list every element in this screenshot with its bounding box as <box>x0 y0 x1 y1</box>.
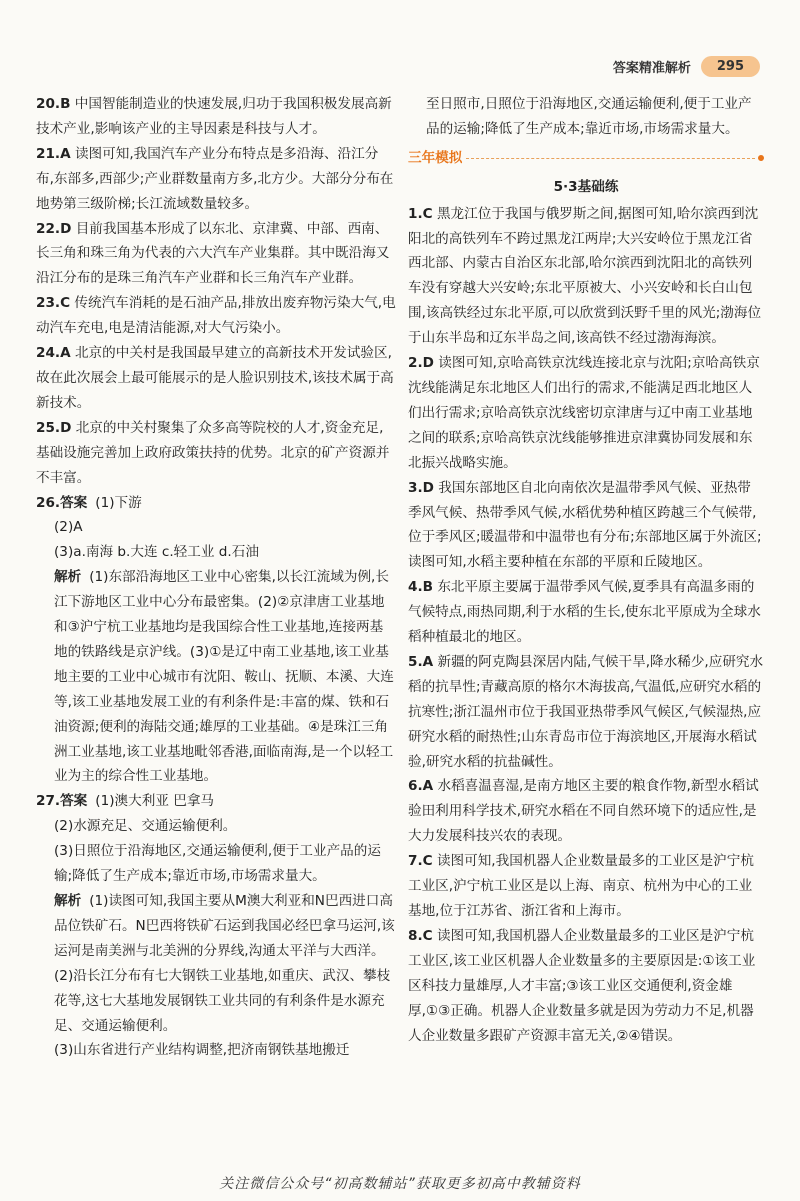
question-26-answer: 26.答案 (1)下游 <box>36 494 142 511</box>
answer-item: 20.B 中国智能制造业的快速发展,归功于我国积极发展高新技术产业,影响该产业的主导因素是科技与人才。 <box>36 96 392 137</box>
left-column <box>36 92 396 1063</box>
header-title: 答案精准解析 <box>612 60 691 76</box>
question-27-explanation-line: (3)山东省进行产业结构调整,把济南钢铁基地搬迁 <box>54 1042 350 1059</box>
answer-item: 4.B 东北平原主要属于温带季风气候,夏季具有高温多雨的气候特点,雨热同期,利于水稻的生长,使东北平原成为全球水稻种植最北的地区。 <box>408 579 761 646</box>
answer-item: 21.A 读图可知,我国汽车产业分布特点是多沿海、沿江分布,东部多,西部少;产业群数量南方多,北方少。大部分分布在地势第三级阶梯;长江流域数量较多。 <box>36 145 394 212</box>
question-27-continuation: 至日照市,日照位于沿海地区,交通运输便利,便于工业产品的运输;降低了生产成本;靠近市场,市场需求量大。 <box>426 96 752 137</box>
answer-item: 5.A 新疆的阿克陶县深居内陆,气候干旱,降水稀少,应研究水稻的抗旱性;青藏高原的格尔木海拔高,气温低,应研究水稻的抗寒性;浙江温州市位于我国亚热带季风气候区,气候湿热,应研究水稻的耐热性;山东青岛市位于海滨地区,开展海水稻试验,研究水稻的抗盐碱性。 <box>408 653 764 770</box>
question-26-line: (2)A <box>54 519 83 536</box>
answer-item: 1.C 黑龙江位于我国与俄罗斯之间,据图可知,哈尔滨西到沈阳北的高铁列车不跨过黑龙江两岸;大兴安岭位于黑龙江省西北部、内蒙古自治区东北部,哈尔滨西到沈阳北的高铁列车没有穿越大兴安岭;东北平原被大、小兴安岭和长白山包围,该高铁经过东北平原,可以欣赏到沃野千里的风光;渤海位于山东半岛和辽东半岛之间,该高铁不经过渤海海滨。 <box>408 205 762 347</box>
answer-item: 24.A 北京的中关村是我国最早建立的高新技术开发试验区,故在此次展会上最可能展示的是人脸识别技术,该技术属于高新技术。 <box>36 345 394 411</box>
page-header <box>613 52 760 80</box>
question-27-explanation: 解析 (1)读图可知,我国主要从M澳大利亚和N巴西进口高品位铁矿石。N巴西将铁矿石运到我国必经巴拿马运河,该运河是南美洲与北美洲的分界线,沟通太平洋与大西洋。 <box>54 893 395 959</box>
section-header <box>408 146 764 171</box>
answer-item: 2.D 读图可知,京哈高铁京沈线连接北京与沈阳;京哈高铁京沈线能满足东北地区人们出行的需求,不能满足西北地区人们出行需求;京哈高铁京沈线密切京津唐与辽中南工业基地之间的联系;京哈高铁京沈线能够推进京津冀协同发展和东北振兴战略实施。 <box>408 355 760 471</box>
section-dot-icon <box>758 155 764 161</box>
section-subtitle: 5·3基础练 <box>553 178 619 195</box>
section-divider <box>466 158 755 159</box>
question-27-answer: 27.答案 (1)澳大利亚 巴拿马 <box>36 793 215 810</box>
question-27-line: (3)日照位于沿海地区,交通运输便利,便于工业产品的运输;降低了生产成本;靠近市场,市场需求量大。 <box>54 843 381 885</box>
footer-watermark: 关注微信公众号“初高数辅站”获取更多初高中教辅资料 <box>219 1176 581 1192</box>
question-27-explanation-line: (2)沿长江分布有七大钢铁工业基地,如重庆、武汉、攀枝花等,这七大基地发展钢铁工业共同的有利条件是水源充足、交通运输便利。 <box>54 967 391 1034</box>
right-column <box>408 92 764 1048</box>
answer-item: 7.C 读图可知,我国机器人企业数量最多的工业区是沪宁杭工业区,沪宁杭工业区是以上海、南京、杭州为中心的工业基地,位于江苏省、浙江省和上海市。 <box>408 853 754 919</box>
question-27-line: (2)水源充足、交通运输便利。 <box>54 818 237 835</box>
page-number-badge: 295 <box>701 56 760 77</box>
answer-item: 22.D 目前我国基本形成了以东北、京津冀、中部、西南、长三角和珠三角为代表的六大汽车产业集群。其中既沿海又沿江分布的是珠三角汽车产业群和长三角汽车产业群。 <box>36 220 390 287</box>
answer-item: 6.A 水稻喜温喜湿,是南方地区主要的粮食作物,新型水稻试验田利用科学技术,研究水稻在不同自然环境下的适应性,是大力发展科技兴农的表现。 <box>408 778 759 845</box>
question-26-explanation: 解析 (1)东部沿海地区工业中心密集,以长江流域为例,长江下游地区工业中心分布最密集。(2)②京津唐工业基地和③沪宁杭工业基地均是我国综合性工业基地,连接两基地的铁路线是京沪线。(3)①是辽中南工业基地,该工业基地主要的工业中心城市有沈阳、鞍山、抚顺、本溪、大连等,该工业基地发展工业的有利条件是:丰富的煤、铁和石油资源;便利的海陆交通;雄厚的工业基础。④是珠江三角洲工业基地,该工业基地毗邻香港,面临南海,是一个以轻工业为主的综合性工业基地。 <box>54 569 394 785</box>
answer-item: 23.C 传统汽车消耗的是石油产品,排放出废弃物污染大气,电动汽车充电,电是清洁能源,对大气污染小。 <box>36 295 396 337</box>
answer-item: 8.C 读图可知,我国机器人企业数量最多的工业区是沪宁杭工业区,该工业区机器人企业数量多的主要原因是:①该工业区科技力量雄厚,人才丰富;③该工业区交通便利,资金雄厚,①③正确。机器人企业数量多就是因为劳动力不足,机器人企业数量多跟矿产资源丰富无关,②④错误。 <box>408 927 756 1044</box>
answer-item: 25.D 北京的中关村聚集了众多高等院校的人才,资金充足,基础设施完善加上政府政策扶持的优势。北京的矿产资源并不丰富。 <box>36 419 390 486</box>
answer-item: 3.D 我国东部地区自北向南依次是温带季风气候、亚热带季风气候、热带季风气候,水稻优势种植区跨越三个气候带,位于季风区;暖温带和中温带也有分布;东部地区属于外流区;读图可知,水稻主要种植在东部的平原和丘陵地区。 <box>408 479 762 571</box>
question-26-line: (3)a.南海 b.大连 c.轻工业 d.石油 <box>54 544 259 561</box>
section-title: 三年模拟 <box>408 149 463 166</box>
